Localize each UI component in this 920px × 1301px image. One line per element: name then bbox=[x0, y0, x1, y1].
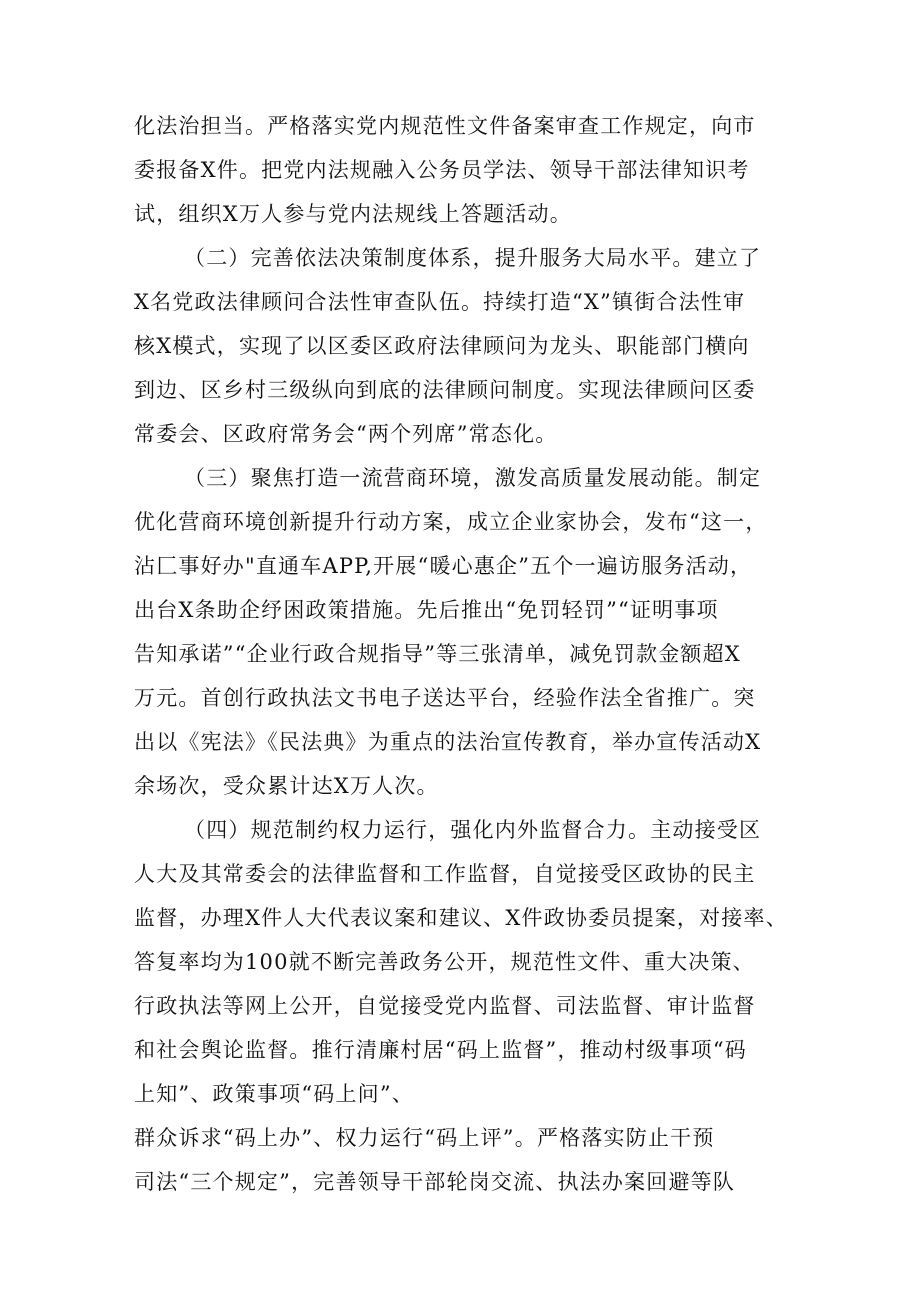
text-line: 和社会舆论监督。推行清廉村居“码上监督”，推动村级事项“码 bbox=[134, 1038, 748, 1062]
paragraph-heading-line: （四）规范制约权力运行，强化内外监督合力。主动接受区 bbox=[184, 818, 762, 842]
text-line: 试，组织X万人参与党内法规线上答题活动。 bbox=[134, 202, 572, 226]
paragraph-heading-line: （三）聚焦打造一流营商环境，激发高质量发展动能。制定 bbox=[184, 466, 762, 490]
text-line: 优化营商环境创新提升行动方案，成立企业家协会，发布“这一， bbox=[134, 510, 768, 534]
text-line: 群众诉求“码上办”、权力运行“码上评”。严格落实防止干预 bbox=[134, 1126, 715, 1150]
text-line: 行政执法等网上公开，自觉接受党内监督、司法监督、审计监督 bbox=[134, 994, 756, 1018]
text-line: 告知承诺”“企业行政合规指导”等三张清单，减免罚款金额超X bbox=[134, 642, 741, 666]
text-line: 沾匚事好办"直通车APP,开展“暖心惠企”五个一遍访服务活动， bbox=[134, 554, 753, 578]
text-line: 委报备X件。把党内法规融入公务员学法、领导干部法律知识考 bbox=[134, 158, 750, 182]
text-line: 人大及其常委会的法律监督和工作监督，自觉接受区政协的民主 bbox=[134, 862, 756, 886]
text-line: 常委会、区政府常务会“两个列席”常态化。 bbox=[134, 422, 558, 446]
text-line: 余场次，受众累计达X万人次。 bbox=[134, 774, 439, 798]
text-line: 出以《宪法》《民法典》为重点的法治宣传教育，举办宣传活动X bbox=[134, 730, 762, 754]
text-line: 监督，办理X件人大代表议案和建议、X件政协委员提案，对接率、 bbox=[134, 906, 788, 930]
text-line: 化法治担当。严格落实党内规范性文件备案审查工作规定，向市 bbox=[134, 114, 756, 138]
text-line: 答复率均为100就不断完善政务公开，规范性文件、重大决策、 bbox=[134, 950, 755, 974]
text-line: 出台X条助企纾困政策措施。先后推出“免罚轻罚”“证明事项 bbox=[134, 598, 719, 622]
text-line: 核X模式，实现了以区委区政府法律顾问为龙头、职能部门横向 bbox=[134, 334, 750, 358]
paragraph-heading-line: （二）完善依法决策制度体系，提升服务大局水平。建立了 bbox=[184, 246, 762, 270]
text-line: X名党政法律顾问合法性审查队伍。持续打造“X”镇街合法性审 bbox=[134, 290, 746, 314]
text-line: 上知”、政策事项“码上问”、 bbox=[134, 1082, 415, 1106]
text-line: 万元。首创行政执法文书电子送达平台，经验作法全省推广。突 bbox=[134, 686, 756, 710]
text-line: 司法“三个规定”，完善领导干部轮岗交流、执法办案回避等队 bbox=[134, 1170, 736, 1194]
text-line: 到边、区乡村三级纵向到底的法律顾问制度。实现法律顾问区委 bbox=[134, 378, 756, 402]
